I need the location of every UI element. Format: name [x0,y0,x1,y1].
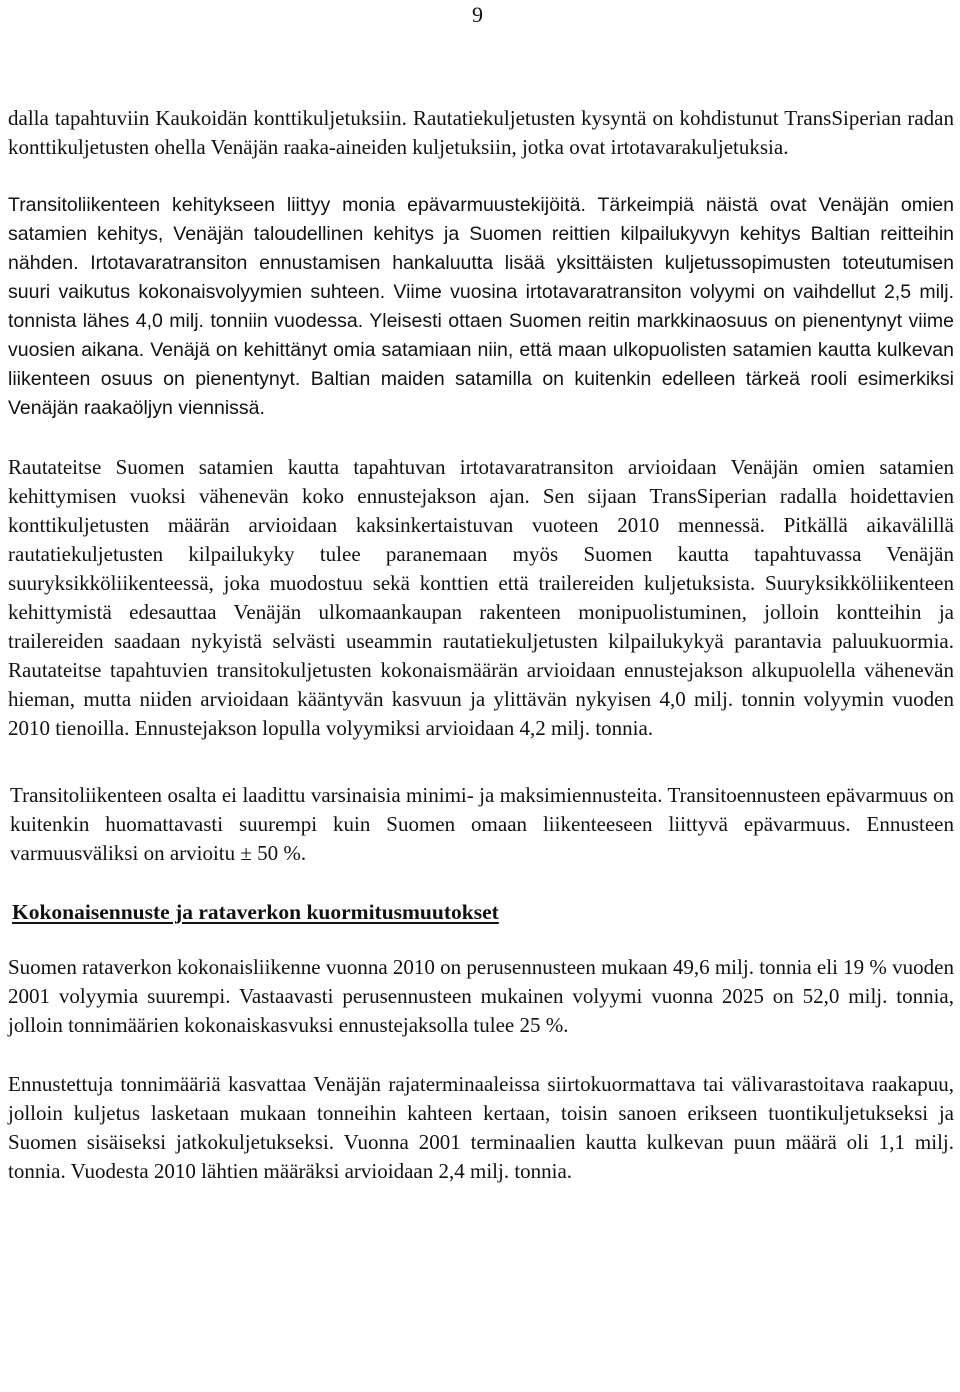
paragraph-raw-wood-terminals: Ennustettuja tonnimääriä kasvattaa Venäjän rajaterminaaleissa siirtokuormattava tai välivarastoitava raakapuu, jolloin kuljetus lasketaan mukaan tonneihin kahteen kertaan, toisin sanoen erikseen tuontikuljetukseksi ja Suomen sisäiseksi jatkokuljetukseksi. Vuonna 2001 terminaalien kautta kulkevan puun määrä oli 1,1 milj. tonnia. Vuodesta 2010 lähtien määräksi arvioidaan 2,4 milj. tonnia. [8,1072,954,1183]
section-heading: Kokonaisennuste ja rataverkon kuormitusmuutokset [12,900,499,924]
paragraph-total-forecast: Suomen rataverkon kokonaisliikenne vuonna 2010 on perusennusteen mukaan 49,6 milj. tonnia eli 19 % vuoden 2001 volyymia suurempi. Vastaavasti perusennusteen mukainen volyymi vuonna 2025 on 52,0 milj. tonnia, jolloin tonnimäärien kokonaiskasvuksi ennustejaksolla tulee 25 %. [8,955,954,1037]
document-body [8,104,954,1216]
page-number: 9 [472,2,483,27]
paragraph-forecast-range: Transitoliikenteen osalta ei laadittu varsinaisia minimi- ja maksimiennusteita. Transitoennusteen epävarmuus on kuitenkin huomattavasti suurempi kuin Suomen omaan liikenteeseen liittyvä epävarmuus. Ennusteen varmuusväliksi on arvioitu ± 50 %. [10,783,954,865]
paragraph-container-transport-demand: dalla tapahtuviin Kaukoidän konttikuljetuksiin. Rautatiekuljetusten kysyntä on kohdistunut TransSiperian radan konttikuljetusten ohella Venäjän raaka-aineiden kuljetuksiin, jotka ovat irtotavarakuljetuksia. [8,106,954,159]
paragraph-transit-uncertainty: Transitoliikenteen kehitykseen liittyy monia epävarmuustekijöitä. Tärkeimpiä näistä ovat Venäjän omien satamien kehitys, Venäjän taloudellinen kehitys ja Suomen reittien kilpailukyvyn kehitys Baltian reitteihin nähden. Irtotavaratransiton ennustamisen hankaluutta lisää yksittäisten kuljetussopimusten toteutumisen suuri vaikutus kokonaisvolyymien suhteen. Viime vuosina irtotavaratransiton volyymi on vaihdellut 2,5 milj. tonnista lähes 4,0 milj. tonniin vuodessa. Yleisesti ottaen Suomen reitin markkinaosuus on pienentynyt viime vuosien aikana. Venäjä on kehittänyt omia satamiaan niin, että maan ulkopuolisten satamien kautta kulkevan liikenteen osuus on pienentynyt. Baltian maiden satamilla on kuitenkin edelleen tärkeä rooli esimerkiksi Venäjän raakaöljyn viennissä. [8,194,954,419]
paragraph-rail-transit-forecast: Rautateitse Suomen satamien kautta tapahtuvan irtotavaratransiton arvioidaan Venäjän omien satamien kehittymisen vuoksi vähenevän koko ennustejakson ajan. Sen sijaan TransSiperian radalla hoidettavien konttikuljetusten määrän arvioidaan kaksinkertaistuvan vuoteen 2010 mennessä. Pitkällä aikavälillä rautatiekuljetusten kilpailukyky tulee paranemaan myös Suomen kautta tapahtuvassa Venäjän suuryksikköliikenteessä, joka muodostuu sekä konttien että trailereiden kuljetuksista. Suuryksikköliikenteen kehittymistä edesauttaa Venäjän ulkomaankaupan rakenteen monipuolistuminen, jolloin kontteihin ja trailereiden saadaan nykyistä selvästi useammin rautatiekuljetusten kilpailukykyä parantavia paluukuormia. Rautateitse tapahtuvien transitokuljetusten kokonaismäärän arvioidaan ennustejakson alkupuolella vähenevän hieman, mutta niiden arvioidaan kääntyvän kasvuun ja ylittävän nykyisen 4,0 milj. tonnin volyymin vuoden 2010 tienoilla. Ennustejakson lopulla volyymiksi arvioidaan 4,2 milj. tonnia. [8,455,954,740]
